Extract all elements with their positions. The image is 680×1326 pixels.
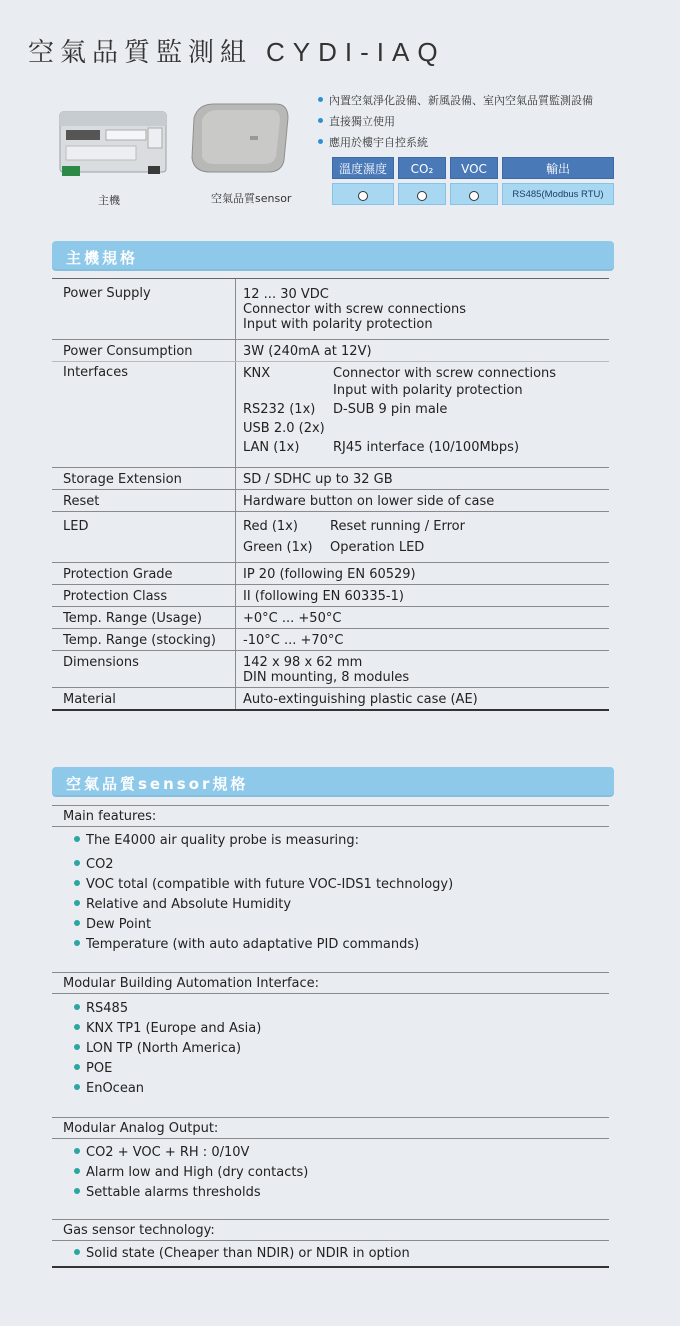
list-item: Relative and Absolute Humidity [74,895,609,915]
list-item: EnOcean [74,1079,609,1099]
spec-label: Reset [52,490,236,511]
spec-row-power-consumption [52,339,609,361]
bullet-icon [74,1148,80,1154]
bullet-icon [74,1084,80,1090]
section-title: 空氣品質sensor規格 [66,775,249,793]
cell-voc [450,183,498,205]
header-output: 輸出 [502,157,614,179]
spec-row-storage [52,467,609,489]
bullet-icon [74,940,80,946]
spec-row-protection-grade [52,562,609,584]
group-title: Modular Building Automation Interface: [52,972,609,994]
spec-label: Power Consumption [52,340,236,361]
sensor-main-features [52,805,609,955]
feature-item: 直接獨立使用 [318,114,593,135]
feature-item: 應用於樓宇自控系統 [318,135,593,156]
spec-value: -10°C ... +70°C [243,633,344,648]
bullet-icon [74,900,80,906]
bullet-icon [318,139,323,144]
circle-icon [417,191,427,201]
page-title [28,32,446,69]
spec-label: Interfaces [52,362,236,467]
title-model: CYDI-IAQ [266,37,446,67]
spec-row-interfaces [52,361,609,467]
list-item: CO2 + VOC + RH : 0/10V [74,1143,609,1163]
header-co2: CO₂ [398,157,446,179]
spec-value: +0°C ... +50°C [243,611,342,626]
spec-value: II (following EN 60335-1) [243,589,404,604]
feature-item: 內置空氣淨化設備、新風設備、室內空氣品質監測設備 [318,93,593,114]
bullet-icon [74,836,80,842]
bullet-icon [74,1188,80,1194]
spec-value: KNX Connector with screw connections Input with polarity protection RS232 (1x) D-SUB 9 pin male USB 2.0 (2x) LAN (1x) RJ45 interface (10/100Mbps) [243,366,557,455]
list-item: Settable alarms thresholds [74,1183,609,1203]
sensor-gas-technology [52,1219,609,1268]
list-item: VOC total (compatible with future VOC-IDS1 technology) [74,875,609,895]
sensor-caption: 空氣品質sensor [211,192,292,205]
spec-label: Dimensions [52,651,236,687]
bullet-icon [74,880,80,886]
spec-row-material [52,687,609,711]
spec-value: SD / SDHC up to 32 GB [243,472,393,487]
sensor-modular-interface [52,972,609,1099]
main-unit-image [58,104,170,180]
header-temp-humidity: 溫度濕度 [332,157,394,179]
spec-label: Storage Extension [52,468,236,489]
sensor-image [184,98,294,178]
group-title: Gas sensor technology: [52,1219,609,1241]
section-title: 主機規格 [66,249,139,267]
feature-list [318,93,593,156]
list-item: The E4000 air quality probe is measuring: [74,831,609,855]
title-chinese: 空氣品質監測組 [28,38,253,68]
section-header-main-unit [52,241,614,271]
header-voc: VOC [450,157,498,179]
list-item: Dew Point [74,915,609,935]
cell-co2 [398,183,446,205]
list-item: CO2 [74,855,609,875]
bullet-icon [74,920,80,926]
section-header-sensor [52,767,614,797]
spec-value: 3W (240mA at 12V) [243,344,372,359]
bullet-icon [74,1044,80,1050]
bullet-icon [74,1249,80,1255]
spec-label: Protection Class [52,585,236,606]
cell-output: RS485(Modbus RTU) [502,183,614,205]
list-item: KNX TP1 (Europe and Asia) [74,1019,609,1039]
spec-label: Material [52,688,236,709]
spec-row-protection-class [52,584,609,606]
circle-icon [358,191,368,201]
spec-row-temp-usage [52,606,609,628]
group-title: Modular Analog Output: [52,1117,609,1139]
bullet-icon [74,860,80,866]
list-item: Alarm low and High (dry contacts) [74,1163,609,1183]
list-item: Solid state (Cheaper than NDIR) or NDIR in option [74,1244,609,1264]
bullet-icon [74,1064,80,1070]
spec-value: Auto-extinguishing plastic case (AE) [243,692,478,707]
bullet-icon [318,118,323,123]
spec-label: Temp. Range (Usage) [52,607,236,628]
bullet-icon [74,1168,80,1174]
spec-row-dimensions [52,650,609,687]
group-title: Main features: [52,805,609,827]
spec-value: IP 20 (following EN 60529) [243,567,416,582]
spec-row-led [52,511,609,562]
spec-row-reset [52,489,609,511]
list-item: Temperature (with auto adaptative PID commands) [74,935,609,955]
bullet-icon [74,1004,80,1010]
bullet-icon [74,1024,80,1030]
spec-label: Temp. Range (stocking) [52,629,236,650]
spec-label: Power Supply [52,279,236,339]
spec-label: Protection Grade [52,563,236,584]
spec-label: LED [52,512,236,562]
bullet-icon [318,97,323,102]
spec-value: 142 x 98 x 62 mm DIN mounting, 8 modules [243,655,410,685]
cell-temp-humidity [332,183,394,205]
list-item: RS485 [74,999,609,1019]
spec-value: 12 ... 30 VDC Connector with screw connections Input with polarity protection [243,287,467,332]
spec-table [52,278,609,711]
circle-icon [469,191,479,201]
list-item: LON TP (North America) [74,1039,609,1059]
main-unit-caption: 主機 [98,194,120,207]
sensor-analog-output [52,1117,609,1203]
spec-row-temp-stocking [52,628,609,650]
spec-row-power-supply [52,278,609,339]
list-item: POE [74,1059,609,1079]
spec-value: Red (1x) Reset running / Error Green (1x) Operation LED [243,519,465,555]
spec-value: Hardware button on lower side of case [243,494,495,509]
